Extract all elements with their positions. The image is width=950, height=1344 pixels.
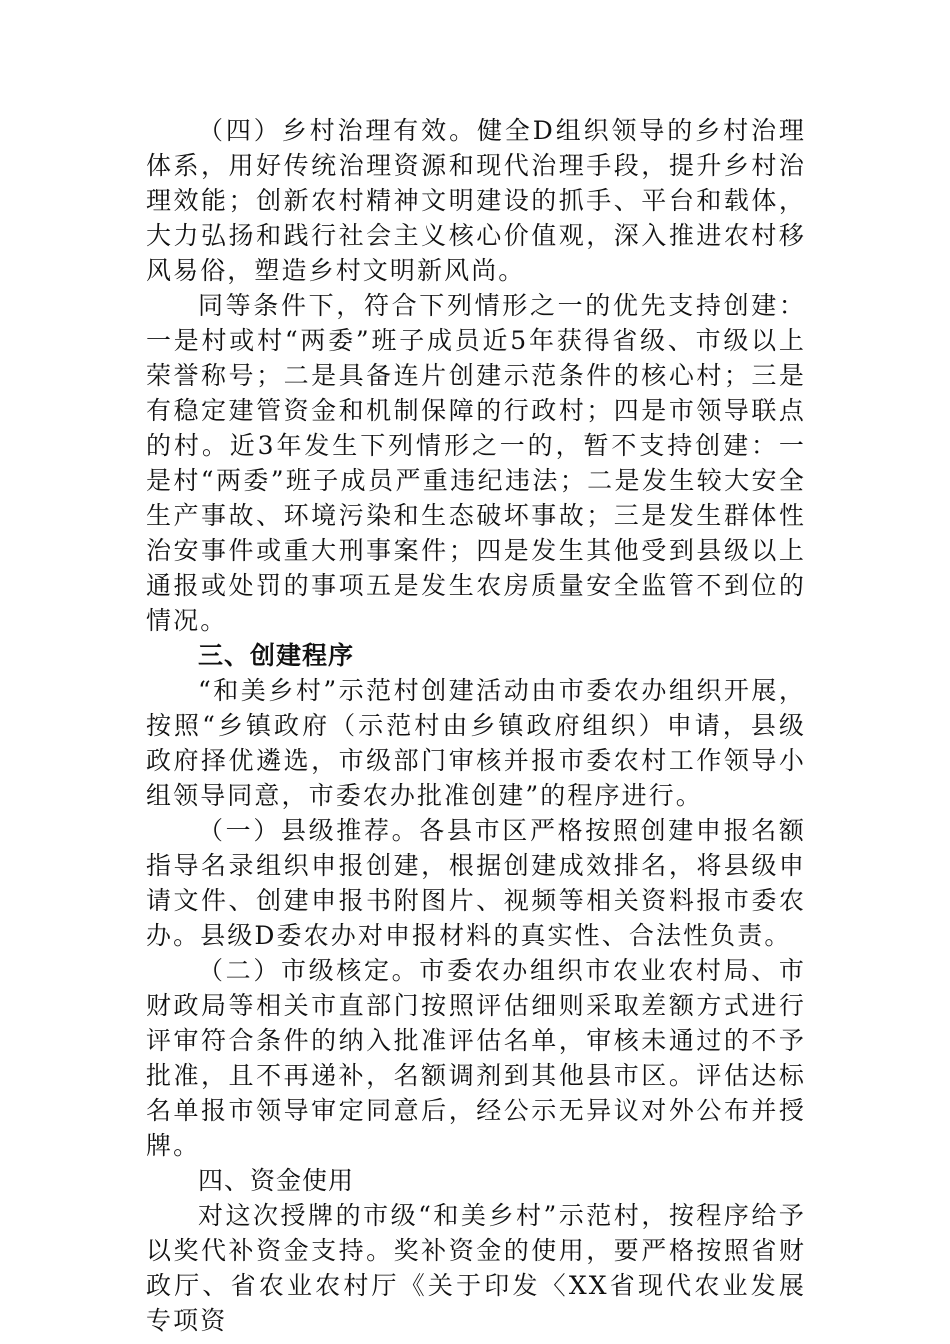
paragraph-county-recommendation: （一）县级推荐。各县市区严格按照创建申报名额指导名录组织申报创建，根据创建成效排名，将县级申请文件、创建申报书附图片、视频等相关资料报市委农办。县级D委农办对申报材料的真实性、合法性负责。 — [146, 816, 806, 950]
section-heading-creation-procedure: 三、创建程序 — [198, 641, 355, 670]
paragraph-rural-governance: （四）乡村治理有效。健全D组织领导的乡村治理体系，用好传统治理资源和现代治理手段，提升乡村治理效能；创新农村精神文明建设的抓手、平台和载体，大力弘扬和践行社会主义核心价值观，深入推进农村移风易俗，塑造乡村文明新风尚。 — [146, 116, 806, 285]
paragraph-city-approval: （二）市级核定。市委农办组织市农业农村局、市财政局等相关市直部门按照评估细则采取差额方式进行评审符合条件的纳入批准评估名单，审核未通过的不予批准，且不再递补，名额调剂到其他县市区。评估达标名单报市领导审定同意后，经公示无异议对外公布并授牌。 — [146, 956, 806, 1160]
paragraph-procedure-overview: “和美乡村”示范村创建活动由市委农办组织开展，按照“乡镇政府（示范村由乡镇政府组织）申请，县级政府择优遴选，市级部门审核并报市委农村工作领导小组领导同意，市委农办批准创建”的程序进行。 — [146, 676, 806, 810]
paragraph-priority-conditions: 同等条件下，符合下列情形之一的优先支持创建：一是村或村“两委”班子成员近5年获得省级、市级以上荣誉称号；二是具备连片创建示范条件的核心村；三是有稳定建管资金和机制保障的行政村；四是市领导联点的村。近3年发生下列情形之一的，暂不支持创建：一是村“两委”班子成员严重违纪违法；二是发生较大安全生产事故、环境污染和生态破坏事故；三是发生群体性治安事件或重大刑事案件；四是发生其他受到县级以上通报或处罚的事项五是发生农房质量安全监管不到位的情况。 — [146, 291, 806, 635]
document-page — [146, 113, 806, 1338]
paragraph-fund-support: 对这次授牌的市级“和美乡村”示范村，按程序给予以奖代补资金支持。奖补资金的使用，要严格按照省财政厅、省农业农村厅《关于印发〈XX省现代农业发展专项资 — [146, 1201, 806, 1335]
section-heading-fund-usage: 四、资金使用 — [198, 1166, 355, 1195]
